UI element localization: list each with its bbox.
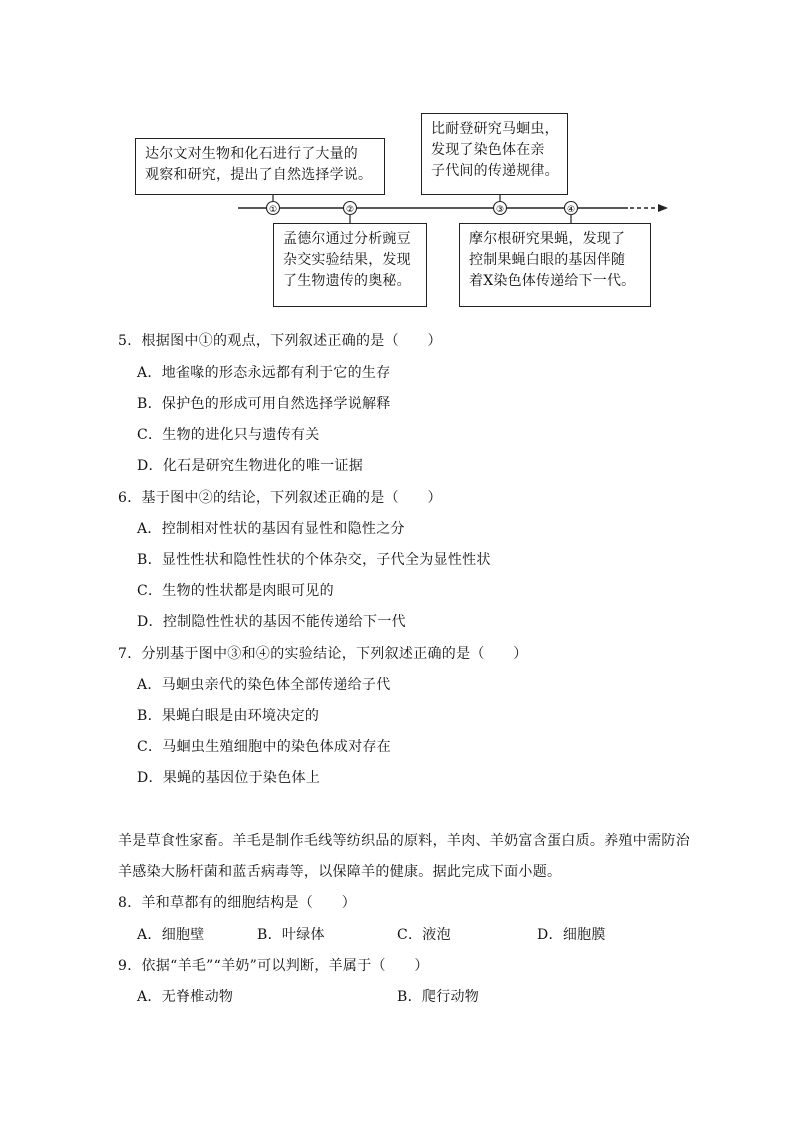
q9-option-b: B．爬行动物 [397,989,480,1005]
q7-option-c: C．马蛔虫生殖细胞中的染色体成对存在 [137,739,392,755]
q8-option-b: B．叶绿体 [257,927,325,943]
arrow-icon [658,204,668,212]
beneden-box [421,113,568,195]
passage-line-1: 羊是草食性家畜。羊毛是制作毛线等纺织品的原料，羊肉、羊奶富含蛋白质。养殖中需防治 [118,833,690,849]
q6-option-d: D．控制隐性性状的基因不能传递给下一代 [137,614,406,630]
q6-option-c: C．生物的性状都是肉眼可见的 [137,583,334,599]
morgan-line-2: 控制果蝇白眼的基因伴随 [469,252,626,268]
q5-option-a: A．地雀喙的形态永远都有利于它的生存 [137,365,391,381]
marker-label-3: ③ [495,205,505,215]
beneden-line-2: 发现了染色体在亲 [431,142,545,158]
morgan-line-1: 摩尔根研究果蝇，发现了 [469,231,626,247]
question-8-stem: 8．羊和草都有的细胞结构是（ ） [118,895,357,911]
passage-line-2: 羊感染大肠杆菌和蓝舌病毒等，以保障羊的健康。据此完成下面小题。 [118,864,562,880]
mendel-line-1: 孟德尔通过分析豌豆 [283,231,411,247]
morgan-line-3: 着X染色体传递给下一代。 [469,273,636,289]
q6-option-b: B．显性性状和隐性性状的个体杂交，子代全为显性性状 [137,552,491,568]
q7-option-d: D．果蝇的基因位于染色体上 [137,770,321,786]
question-5-stem: 5．根据图中①的观点，下列叙述正确的是（ ） [118,333,442,349]
q9-option-a: A．无脊椎动物 [137,989,234,1005]
q8-option-a: A．细胞壁 [137,927,205,943]
q7-option-b: B．果蝇白眼是由环境决定的 [137,708,320,724]
mendel-line-2: 杂交实验结果，发现 [283,252,411,268]
q5-option-d: D．化石是研究生物进化的唯一证据 [137,458,364,474]
marker-label-1: ① [268,205,278,215]
marker-label-4: ④ [566,205,576,215]
q7-option-a: A．马蛔虫亲代的染色体全部传递给子代 [137,677,391,693]
timeline-diagram [0,0,794,330]
q5-option-b: B．保护色的形成可用自然选择学说解释 [137,396,391,412]
darwin-line-1: 达尔文对生物和化石进行了大量的 [145,146,358,162]
morgan-box [459,223,651,307]
beneden-line-3: 子代间的传递规律。 [431,163,559,179]
q8-option-c: C．液泡 [397,927,451,943]
question-7-stem: 7．分别基于图中③和④的实验结论，下列叙述正确的是（ ） [118,646,528,662]
darwin-box [135,138,385,195]
q8-option-d: D．细胞膜 [537,927,606,943]
question-9-stem: 9．依据“羊毛”“羊奶”可以判断，羊属于（ ） [118,958,429,974]
mendel-line-3: 了生物遗传的奥秘。 [283,273,411,289]
marker-label-2: ② [345,205,355,215]
q6-option-a: A．控制相对性状的基因有显性和隐性之分 [137,521,405,537]
question-6-stem: 6．基于图中②的结论，下列叙述正确的是（ ） [118,490,442,506]
beneden-line-1: 比耐登研究马蛔虫， [431,121,559,137]
darwin-line-2: 观察和研究，提出了自然选择学说。 [145,167,373,183]
mendel-box [273,223,427,307]
q5-option-c: C．生物的进化只与遗传有关 [137,427,320,443]
